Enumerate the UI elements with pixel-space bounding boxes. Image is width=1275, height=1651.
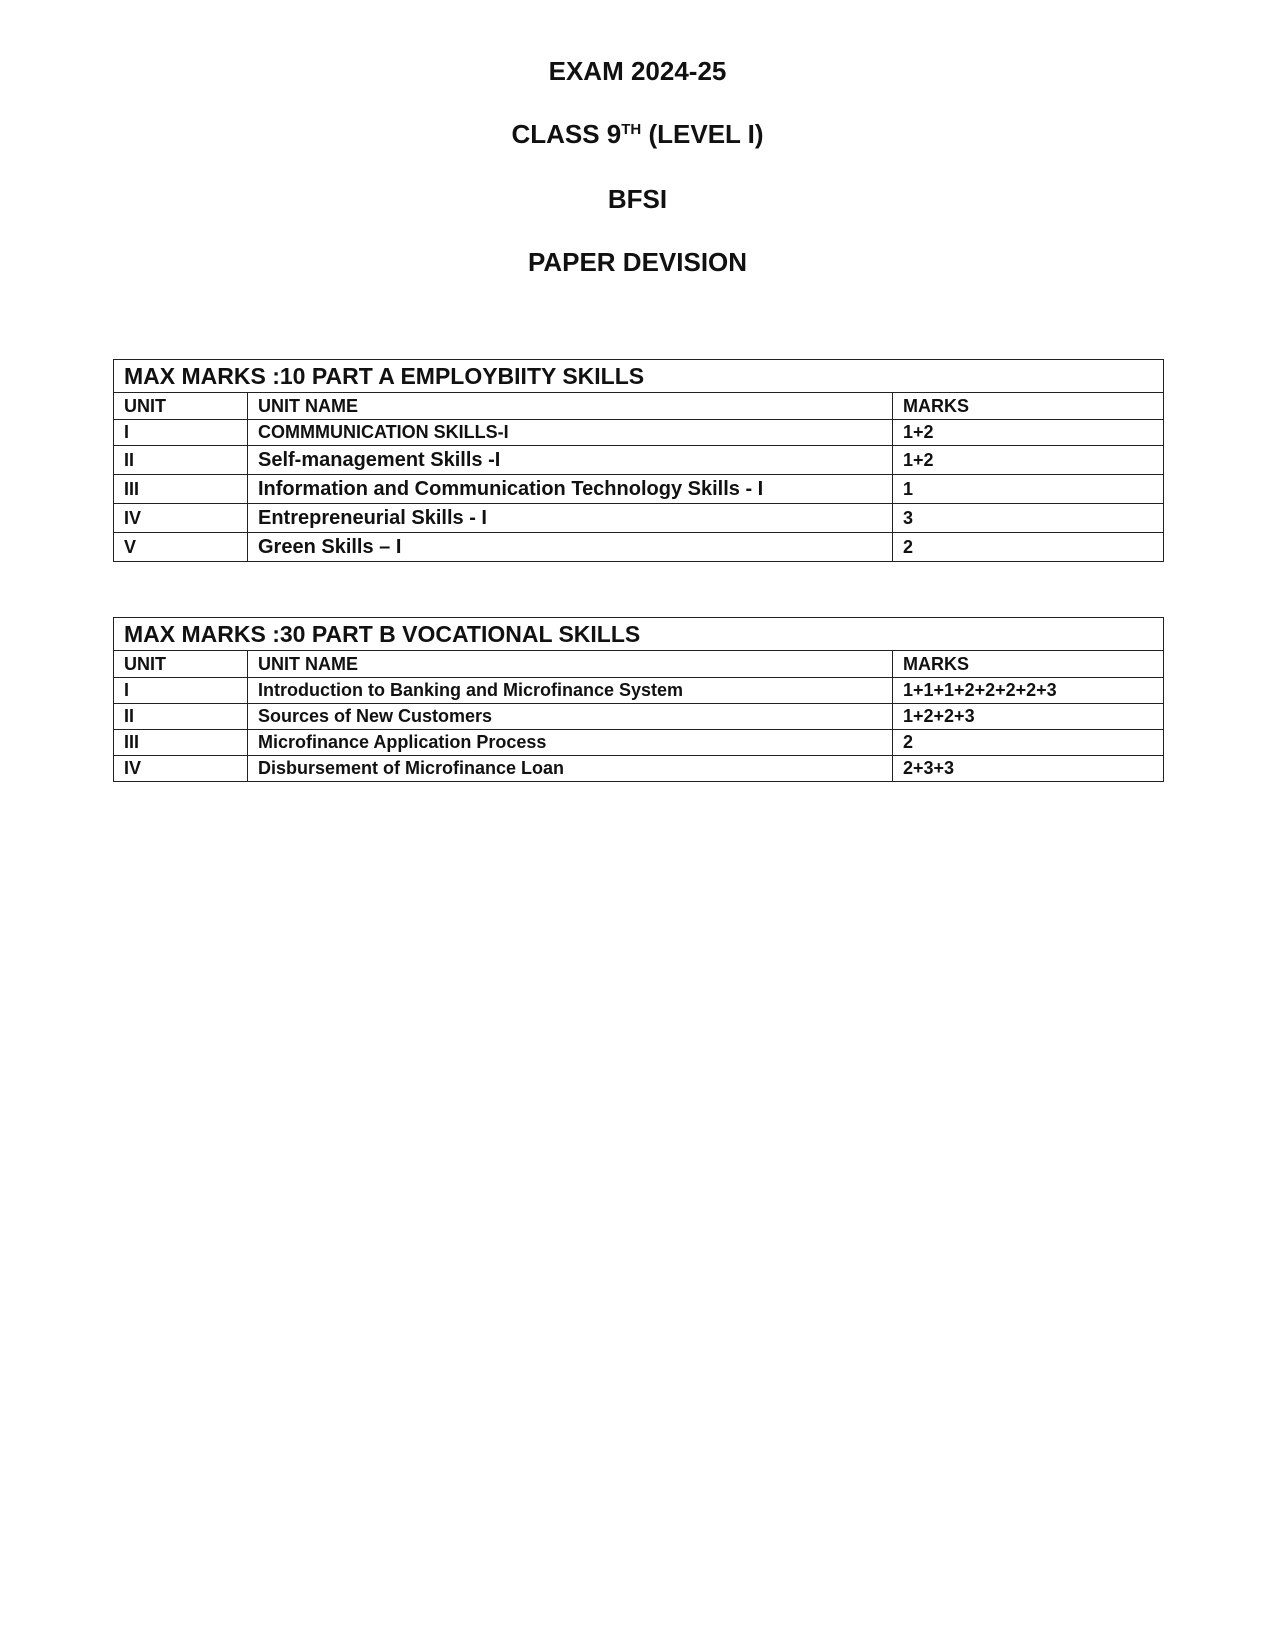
unit-cell: I xyxy=(114,678,248,704)
part-b-header-unit-name: UNIT NAME xyxy=(248,651,893,678)
class-title-suffix: (LEVEL I) xyxy=(641,119,764,149)
part-b-header-row xyxy=(114,651,1164,678)
unit-cell: II xyxy=(114,704,248,730)
unit-name-cell: Information and Communication Technology Skills - I xyxy=(248,475,893,504)
unit-cell: IV xyxy=(114,504,248,533)
marks-cell: 3 xyxy=(893,504,1164,533)
class-title-superscript: TH xyxy=(621,121,642,138)
part-a-header-marks: MARKS xyxy=(893,393,1164,420)
marks-cell: 2+3+3 xyxy=(893,756,1164,782)
marks-cell: 1+1+1+2+2+2+2+3 xyxy=(893,678,1164,704)
unit-cell: III xyxy=(114,730,248,756)
subject-title xyxy=(0,183,1275,215)
paper-division-title-text: PAPER DEVISION xyxy=(527,247,748,277)
table-row xyxy=(114,420,1164,446)
class-title-prefix: CLASS 9 xyxy=(511,119,622,149)
part-a-header-unit-name: UNIT NAME xyxy=(248,393,893,420)
marks-cell: 1 xyxy=(893,475,1164,504)
table-row xyxy=(114,756,1164,782)
exam-title-text: EXAM 2024-25 xyxy=(548,56,727,86)
exam-title xyxy=(0,55,1275,87)
part-b-caption: MAX MARKS :30 PART B VOCATIONAL SKILLS xyxy=(114,618,1164,651)
part-a-header-row xyxy=(114,393,1164,420)
table-row xyxy=(114,504,1164,533)
unit-cell: III xyxy=(114,475,248,504)
marks-cell: 1+2 xyxy=(893,420,1164,446)
unit-name-cell: Microfinance Application Process xyxy=(248,730,893,756)
table-row xyxy=(114,533,1164,562)
unit-cell: I xyxy=(114,420,248,446)
class-title xyxy=(0,118,1275,150)
part-b-table xyxy=(113,617,1164,782)
unit-name-cell: Entrepreneurial Skills - I xyxy=(248,504,893,533)
marks-cell: 1+2+2+3 xyxy=(893,704,1164,730)
marks-cell: 2 xyxy=(893,730,1164,756)
unit-name-cell: COMMMUNICATION SKILLS-I xyxy=(248,420,893,446)
paper-division-title xyxy=(0,246,1275,278)
part-b-header-marks: MARKS xyxy=(893,651,1164,678)
unit-cell: II xyxy=(114,446,248,475)
marks-cell: 2 xyxy=(893,533,1164,562)
subject-title-text: BFSI xyxy=(607,184,668,214)
unit-cell: V xyxy=(114,533,248,562)
part-a-caption: MAX MARKS :10 PART A EMPLOYBIITY SKILLS xyxy=(114,360,1164,393)
part-a-caption-row xyxy=(114,360,1164,393)
unit-name-cell: Sources of New Customers xyxy=(248,704,893,730)
unit-name-cell: Green Skills – I xyxy=(248,533,893,562)
table-row xyxy=(114,730,1164,756)
unit-name-cell: Disbursement of Microfinance Loan xyxy=(248,756,893,782)
part-b-header-unit: UNIT xyxy=(114,651,248,678)
marks-cell: 1+2 xyxy=(893,446,1164,475)
unit-cell: IV xyxy=(114,756,248,782)
table-row xyxy=(114,475,1164,504)
part-a-header-unit: UNIT xyxy=(114,393,248,420)
table-row xyxy=(114,446,1164,475)
table-row xyxy=(114,704,1164,730)
table-row xyxy=(114,678,1164,704)
part-a-table xyxy=(113,359,1164,562)
unit-name-cell: Self-management Skills -I xyxy=(248,446,893,475)
unit-name-cell: Introduction to Banking and Microfinance System xyxy=(248,678,893,704)
part-b-caption-row xyxy=(114,618,1164,651)
